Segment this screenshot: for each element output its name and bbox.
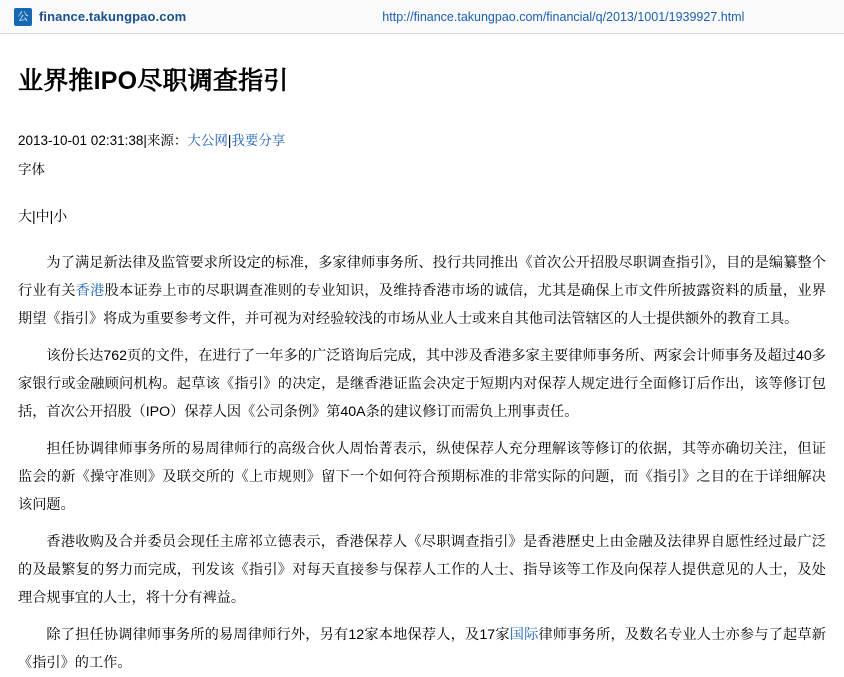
- article-paragraph: [18, 528, 826, 612]
- share-link[interactable]: 我要分享: [231, 133, 286, 148]
- article-meta: [18, 131, 826, 151]
- article-paragraph: [18, 342, 826, 426]
- font-size-label: 字体: [18, 162, 45, 178]
- paragraph-text: 律师事务所，及数名专业人士亦参与了起草新《指引》的工作。: [18, 627, 826, 672]
- page-url[interactable]: http://finance.takungpao.com/financial/q/2013/1001/1939927.html: [382, 9, 745, 24]
- page-title: 业界推IPO尽职调查指引: [18, 67, 289, 95]
- browser-header-bar: [0, 0, 844, 34]
- site-logo-icon: 公: [14, 8, 32, 26]
- article-paragraph: [18, 621, 826, 677]
- font-size-medium-button[interactable]: 中: [35, 208, 50, 225]
- publish-timestamp: 2013-10-01 02:31:38: [18, 133, 144, 148]
- article-paragraph: [18, 249, 826, 333]
- source-link[interactable]: 大公网: [187, 133, 228, 148]
- paragraph-text: 股本证券上市的尽职调查准则的专业知识，及维持香港市场的诚信，尤其是确保上市文件所披露资料的质量，业界期望《指引》将成为重要参考文件，并可视为对经验较浅的市场从业人士或来自其他司法管辖区的人士提供额外的教育工具。: [18, 283, 826, 328]
- source-label: |来源：: [143, 133, 188, 148]
- paragraph-text: 为了满足新法律及监管要求所设定的标准，多家律师事务所、投行共同推出《首次公开招股尽职调查指引》，目的是编纂整个行业有关: [18, 255, 826, 300]
- paragraph-text: 除了担任协调律师事务所的易周律师行外，另有12家本地保荐人，及17家: [46, 627, 510, 644]
- inline-keyword-link[interactable]: 香港: [75, 283, 105, 300]
- inline-keyword-link[interactable]: 国际: [509, 627, 539, 644]
- paragraph-text: 香港收购及合并委员会现任主席祁立德表示，香港保荐人《尽职调查指引》是香港歷史上由金融及法律界自愿性经过最广泛的及最繁复的努力而完成，刊发该《指引》对每天直接参与保荐人工作的人士、指导该等工作及向保荐人提供意见的人士，及处理合规事宜的人士，将十分有裨益。: [18, 534, 826, 607]
- site-name-label: finance.takungpao.com: [39, 9, 187, 24]
- font-size-divider-2: |: [49, 208, 54, 225]
- paragraph-text: 担任协调律师事务所的易周律师行的高级合伙人周怡菁表示，纵使保荐人充分理解该等修订的依据，其等亦确切关注，但证监会的新《操守准则》及联交所的《上市规则》留下一个如何符合预期标准的非常实际的问题，而《指引》之目的在于详细解决该问题。: [18, 441, 826, 514]
- font-size-large-button[interactable]: 大: [18, 208, 32, 225]
- meta-divider: |: [227, 133, 232, 148]
- article-container: [0, 66, 844, 677]
- article-body: [18, 249, 826, 677]
- font-size-controls: [18, 206, 826, 226]
- article-paragraph: [18, 435, 826, 519]
- font-size-small-button[interactable]: 小: [53, 208, 68, 225]
- font-size-divider-1: |: [32, 208, 36, 225]
- paragraph-text: 该份长达762页的文件，在进行了一年多的广泛谘询后完成，其中涉及香港多家主要律师事务所、两家会计师事务及超过40多家银行或金融顾问机构。起草该《指引》的决定，是继香港证监会决定于短期内对保荐人规定进行全面修订后作出，该等修订包括，首次公开招股（IPO）保荐人因《公司条例》第40A条的建议修订而需负上刑事责任。: [18, 348, 826, 421]
